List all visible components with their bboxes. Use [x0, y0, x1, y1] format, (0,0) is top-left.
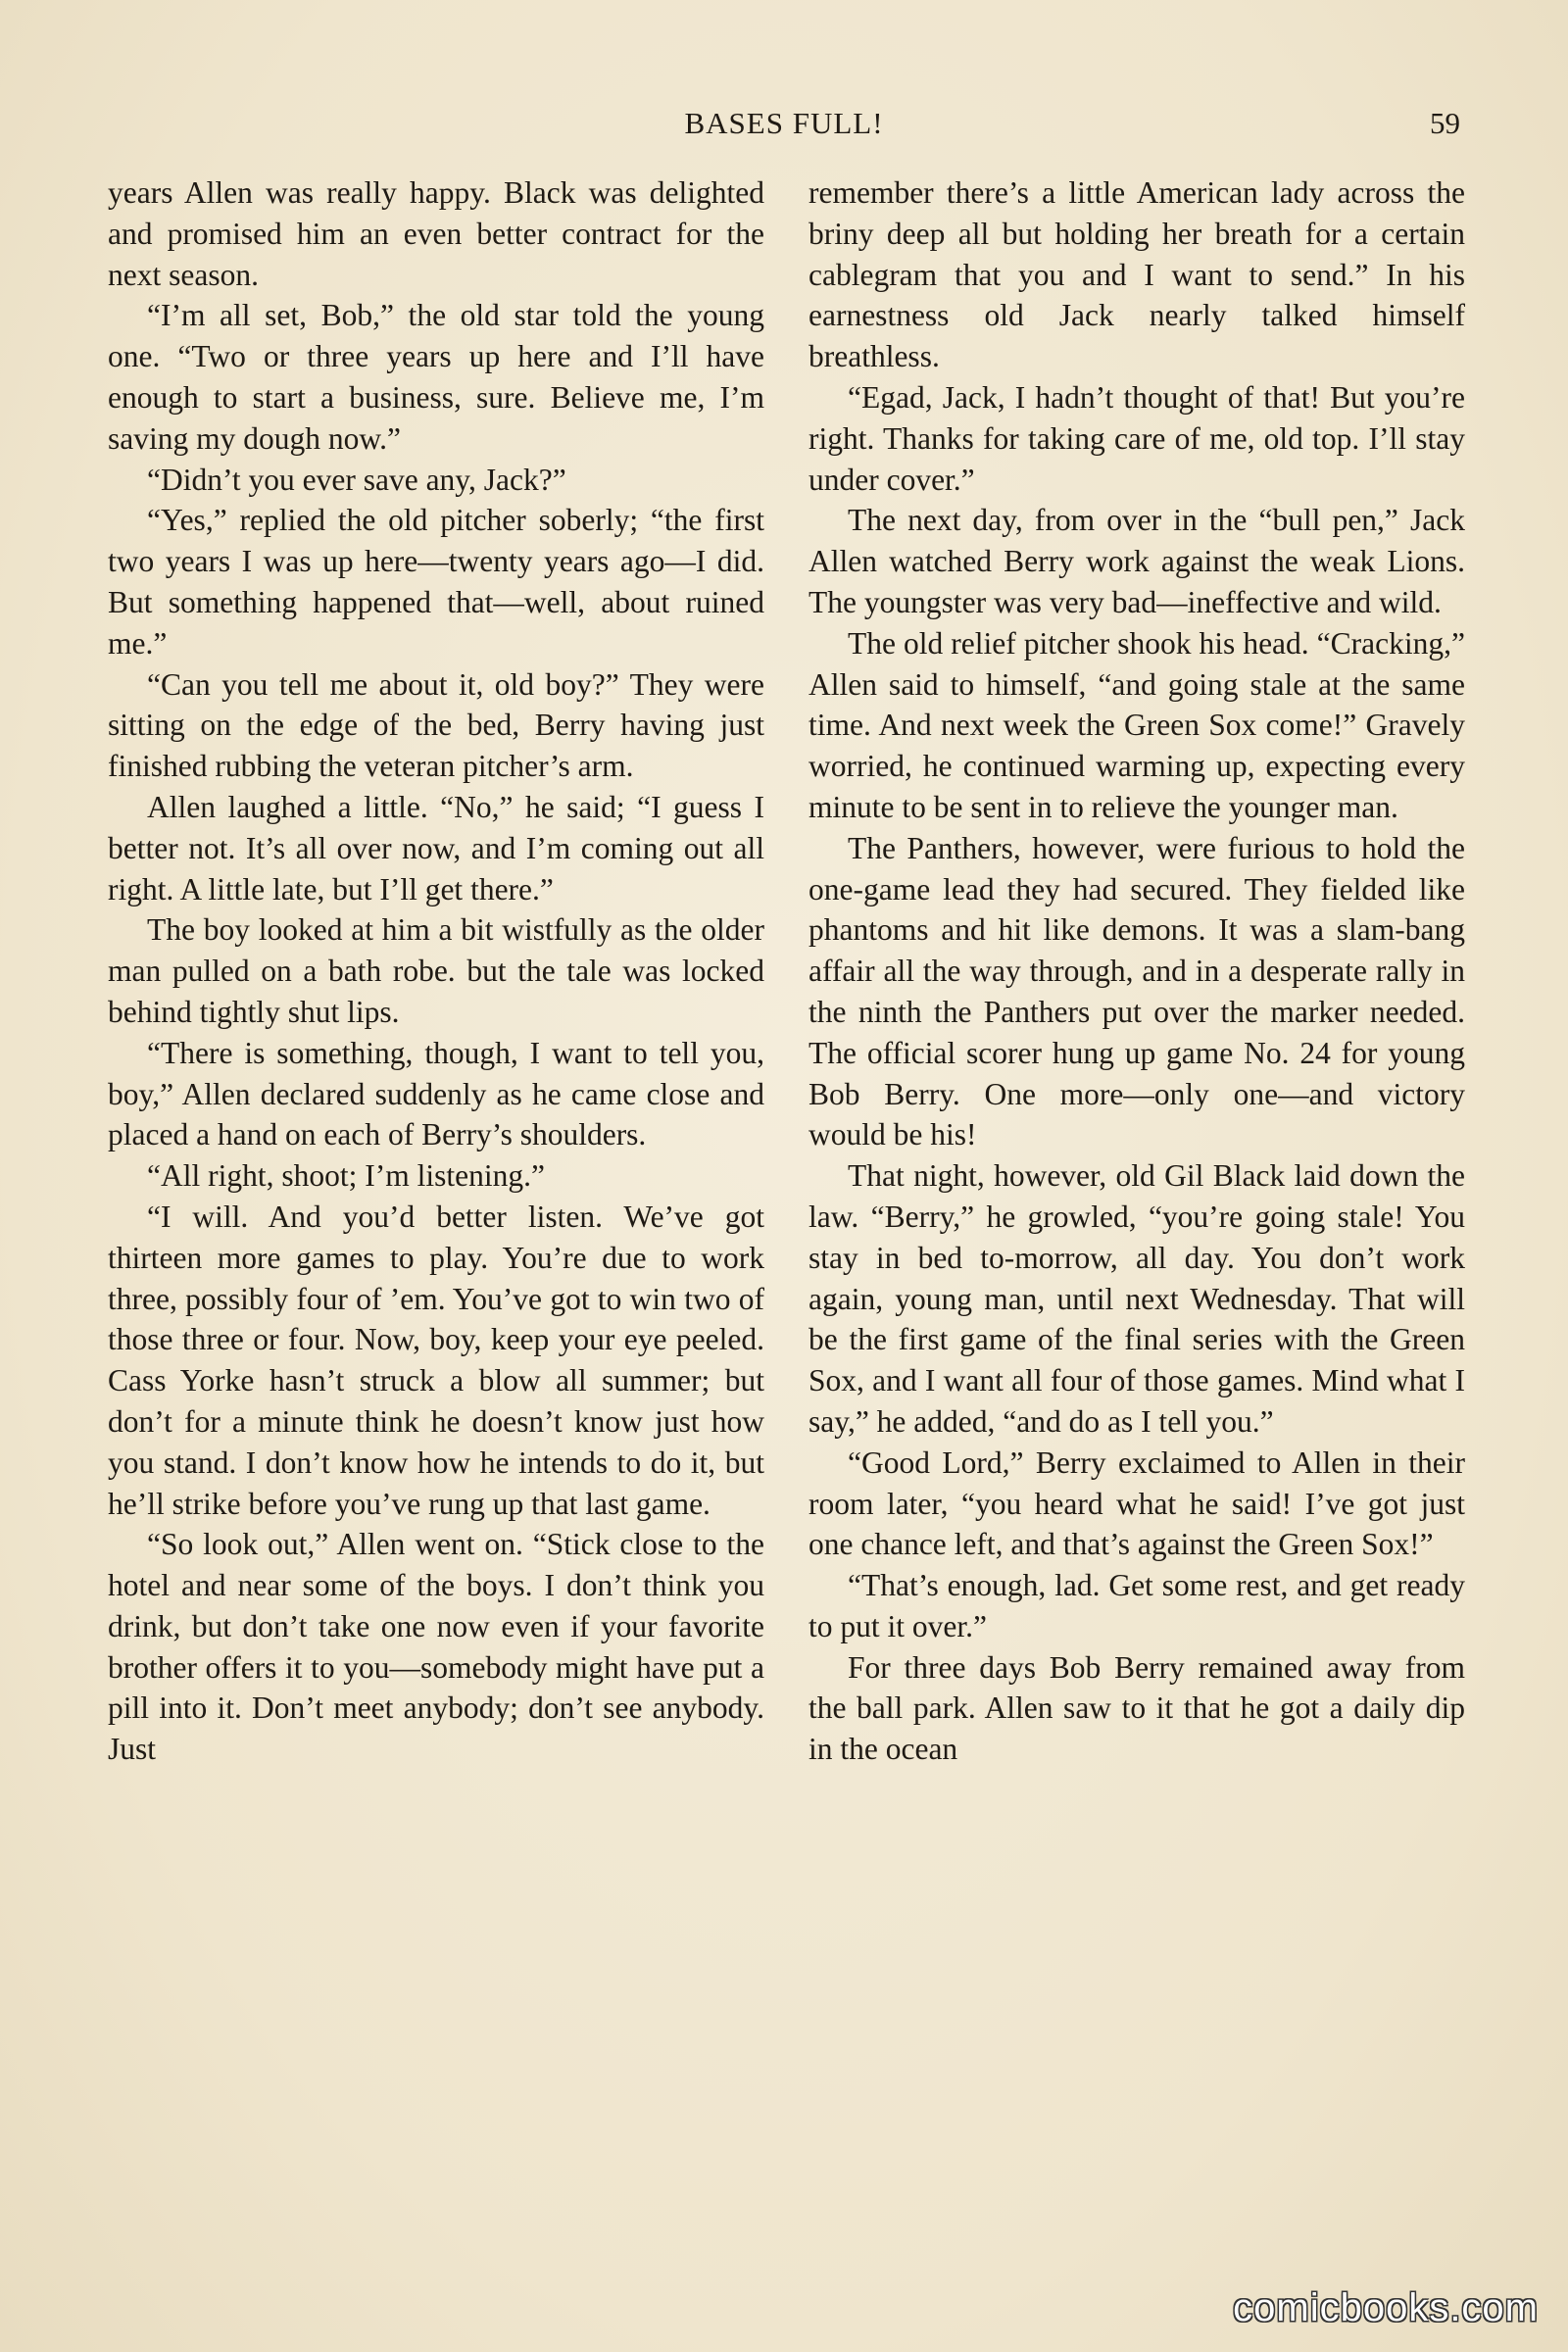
paragraph: “Didn’t you ever save any, Jack?”	[147, 462, 566, 497]
right-column	[808, 172, 1465, 1770]
paragraph: years Allen was really happy. Black was delighted and promised him an even better contract for the next season.	[108, 175, 764, 292]
paragraph: The Panthers, however, were furious to hold the one-game lead they had secured. They fielded like phantoms and hit like demons. It was a slam-bang affair all the way through, and in a desperate rally in the ninth the Panthers put over the marker needed. The official scorer hung up game No. 24 for young Bob Berry. One more—only one—and victory would be his!	[808, 830, 1465, 1152]
paragraph: The old relief pitcher shook his head. “Cracking,” Allen said to himself, “and going stale at the same time. And next week the Green Sox come!” Gravely worried, he continued warming up, expecting every minute to be sent in to relieve the younger man.	[808, 625, 1465, 824]
paragraph: “There is something, though, I want to tell you, boy,” Allen declared suddenly as he came close and placed a hand on each of Berry’s shoulders.	[108, 1035, 764, 1152]
page-title: BASES FULL!	[684, 106, 884, 140]
paragraph: The next day, from over in the “bull pen,” Jack Allen watched Berry work against the weak Lions. The youngster was very bad—ineffective and wild.	[808, 503, 1465, 619]
paragraph: “Good Lord,” Berry exclaimed to Allen in their room later, “you heard what he said! I’ve got just one chance left, and that’s against the Green Sox!”	[808, 1445, 1465, 1562]
paragraph: “So look out,” Allen went on. “Stick close to the hotel and near some of the boys. I don’t think you drink, but don’t take one now even if your favorite brother offers it to you—somebody might have put a pill into it. Don’t meet anybody; don’t see anybody. Just	[108, 1527, 764, 1767]
paragraph: That night, however, old Gil Black laid down the law. “Berry,” he growled, “you’re going stale! You stay in bed to-morrow, all day. You don’t work again, young man, until next Wednesday. That will be the first game of the final series with the Green Sox, and I want all four of those games. Mind what I say,” he added, “and do as I tell you.”	[808, 1158, 1465, 1439]
paragraph: remember there’s a little American lady across the briny deep all but holding her breath for a certain cablegram that you and I want to send.” In his earnestness old Jack nearly talked himself breathless.	[808, 175, 1465, 374]
paragraph: “I will. And you’d better listen. We’ve got thirteen more games to play. You’re due to work three, possibly four of ’em. You’ve got to win two of those three or four. Now, boy, keep your eye peeled. Cass Yorke hasn’t struck a blow all summer; but don’t for a minute think he doesn’t know just how you stand. I don’t know how he intends to do it, but he’ll strike before you’ve rung up that last game.	[108, 1199, 764, 1521]
page-number: 59	[1430, 106, 1460, 140]
paragraph: “All right, shoot; I’m listening.”	[147, 1158, 545, 1194]
paragraph: For three days Bob Berry remained away from the ball park. Allen saw to it that he got a daily dip in the ocean	[808, 1649, 1465, 1767]
left-column	[108, 172, 764, 1770]
paragraph: “Yes,” replied the old pitcher soberly; “the first two years I was up here—twenty years ago—I did. But something happened that—well, about ruined me.”	[108, 503, 764, 661]
running-header	[108, 98, 1460, 147]
paragraph: “That’s enough, lad. Get some rest, and get ready to put it over.”	[808, 1568, 1465, 1643]
paragraph: “Egad, Jack, I hadn’t thought of that! But you’re right. Thanks for taking care of me, old top. I’ll stay under cover.”	[808, 379, 1465, 497]
watermark: comicbooks.com	[1233, 2286, 1539, 2329]
paragraph: The boy looked at him a bit wistfully as the older man pulled on a bath robe. but the tale was locked behind tightly shut lips.	[108, 912, 764, 1029]
paragraph: Allen laughed a little. “No,” he said; “I guess I better not. It’s all over now, and I’m coming out all right. A little late, but I’ll get there.”	[108, 789, 764, 906]
paragraph: “Can you tell me about it, old boy?” They were sitting on the edge of the bed, Berry having just finished rubbing the veteran pitcher’s arm.	[108, 666, 764, 784]
paragraph: “I’m all set, Bob,” the old star told the young one. “Two or three years up here and I’ll have enough to start a business, sure. Believe me, I’m saving my dough now.”	[108, 298, 764, 456]
